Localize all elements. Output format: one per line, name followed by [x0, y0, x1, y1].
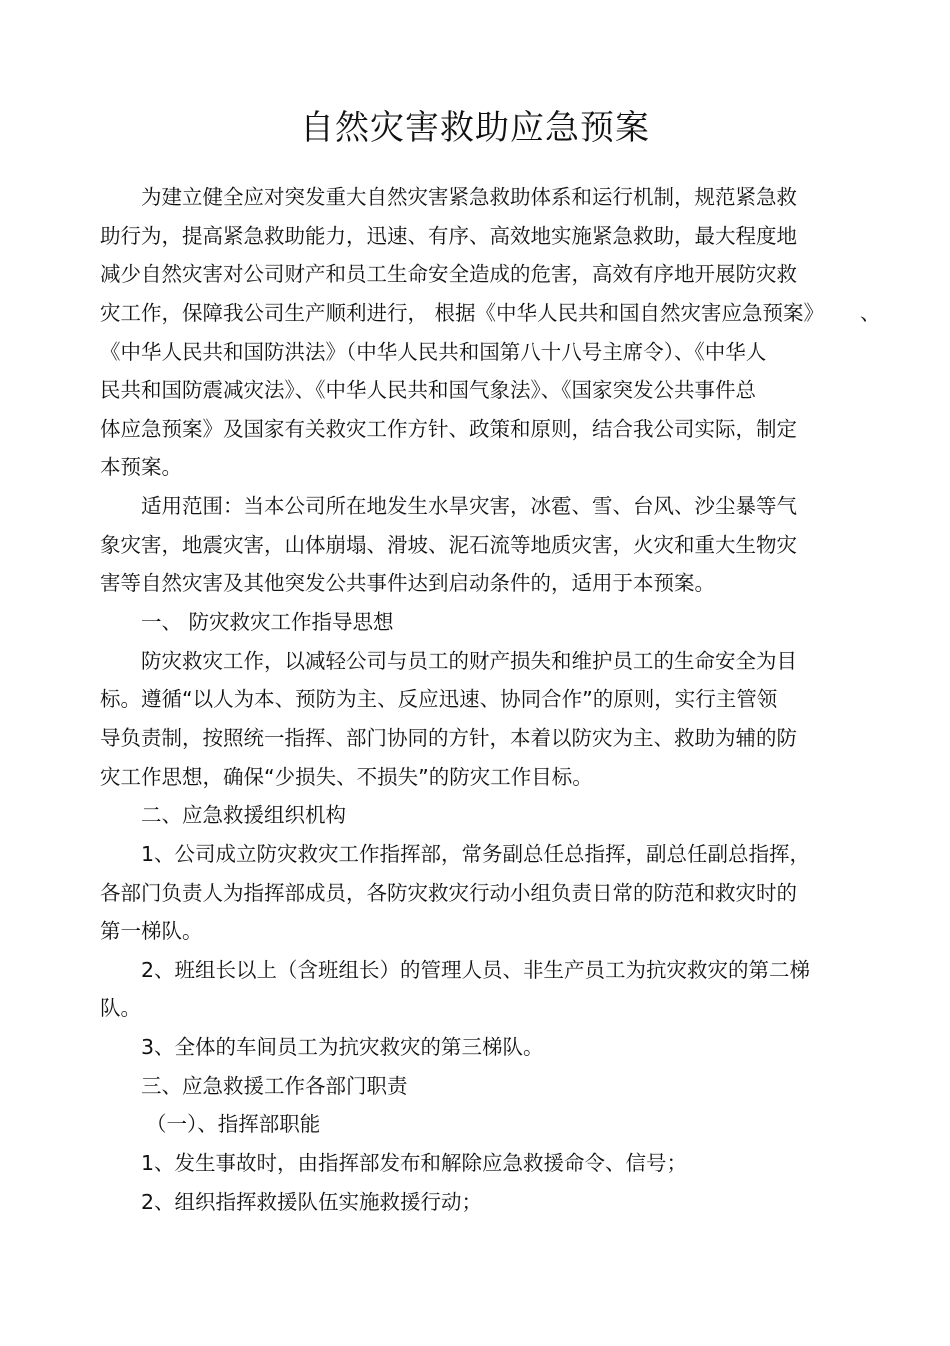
- paragraph-line: 体应急预案》及国家有关救灾工作方针、政策和原则，结合我公司实际，制定: [100, 416, 797, 441]
- paragraph-line: 本预案。: [100, 455, 182, 480]
- paragraph-line: 灾工作思想，确保“少损失、不损失”的防灾工作目标。: [100, 764, 593, 789]
- paragraph-line: 灾工作，保障我公司生产顺利进行， 根据《中华人民共和国自然灾害应急预案》: [100, 300, 825, 325]
- paragraph-line: 《中华人民共和国防洪法》（中华人民共和国第八十八号主席令）、《中华人: [100, 339, 767, 364]
- document-title: 自然灾害救助应急预案: [300, 108, 650, 148]
- subsection-heading: （一）、指挥部职能: [146, 1112, 321, 1137]
- section-heading: 三、应急救援工作各部门职责: [141, 1073, 408, 1098]
- paragraph-line: 适用范围：当本公司所在地发生水旱灾害，冰雹、雪、台风、沙尘暴等气: [141, 494, 797, 519]
- section-heading: 二、应急救援组织机构: [141, 803, 346, 828]
- paragraph-line: 第一梯队。: [100, 919, 203, 944]
- paragraph-line: 2、班组长以上（含班组长）的管理人员、非生产员工为抗灾救灾的第二梯: [141, 957, 811, 982]
- paragraph-line: 象灾害，地震灾害，山体崩塌、滑坡、泥石流等地质灾害，火灾和重大生物灾: [100, 532, 797, 557]
- paragraph-line: 助行为，提高紧急救助能力，迅速、有序、高效地实施紧急救助，最大程度地: [100, 223, 797, 248]
- paragraph-line: 各部门负责人为指挥部成员，各防灾救灾行动小组负责日常的防范和救灾时的: [100, 880, 797, 905]
- document-body: [100, 178, 830, 1221]
- trailing-punctuation: 、: [860, 301, 881, 325]
- paragraph-line: 标。遵循“以人为本、预防为主、反应迅速、协同合作”的原则，实行主管领: [100, 687, 778, 712]
- paragraph-line: 1、公司成立防灾救灾工作指挥部，常务副总任总指挥，副总任副总指挥，: [141, 841, 811, 866]
- paragraph-line: 害等自然灾害及其他突发公共事件达到启动条件的，适用于本预案。: [100, 571, 715, 596]
- paragraph-line: 3、全体的车间员工为抗灾救灾的第三梯队。: [141, 1035, 544, 1060]
- section-heading: 一、 防灾救灾工作指导思想: [141, 610, 394, 635]
- list-item: 1、发生事故时，由指挥部发布和解除应急救援命令、信号；: [141, 1151, 688, 1176]
- paragraph-line: 民共和国防震减灾法》、《中华人民共和国气象法》、《国家突发公共事件总: [100, 378, 756, 403]
- paragraph-line: 导负责制，按照统一指挥、部门协同的方针，本着以防灾为主、救助为辅的防: [100, 725, 797, 750]
- list-item: 2、组织指挥救援队伍实施救援行动；: [141, 1189, 483, 1214]
- paragraph-line: 队。: [100, 996, 141, 1021]
- paragraph-line: 防灾救灾工作，以减轻公司与员工的财产损失和维护员工的生命安全为目: [141, 648, 797, 673]
- paragraph-line: 减少自然灾害对公司财产和员工生命安全造成的危害，高效有序地开展防灾救: [100, 262, 797, 287]
- paragraph-line: 为建立健全应对突发重大自然灾害紧急救助体系和运行机制，规范紧急救: [141, 185, 797, 209]
